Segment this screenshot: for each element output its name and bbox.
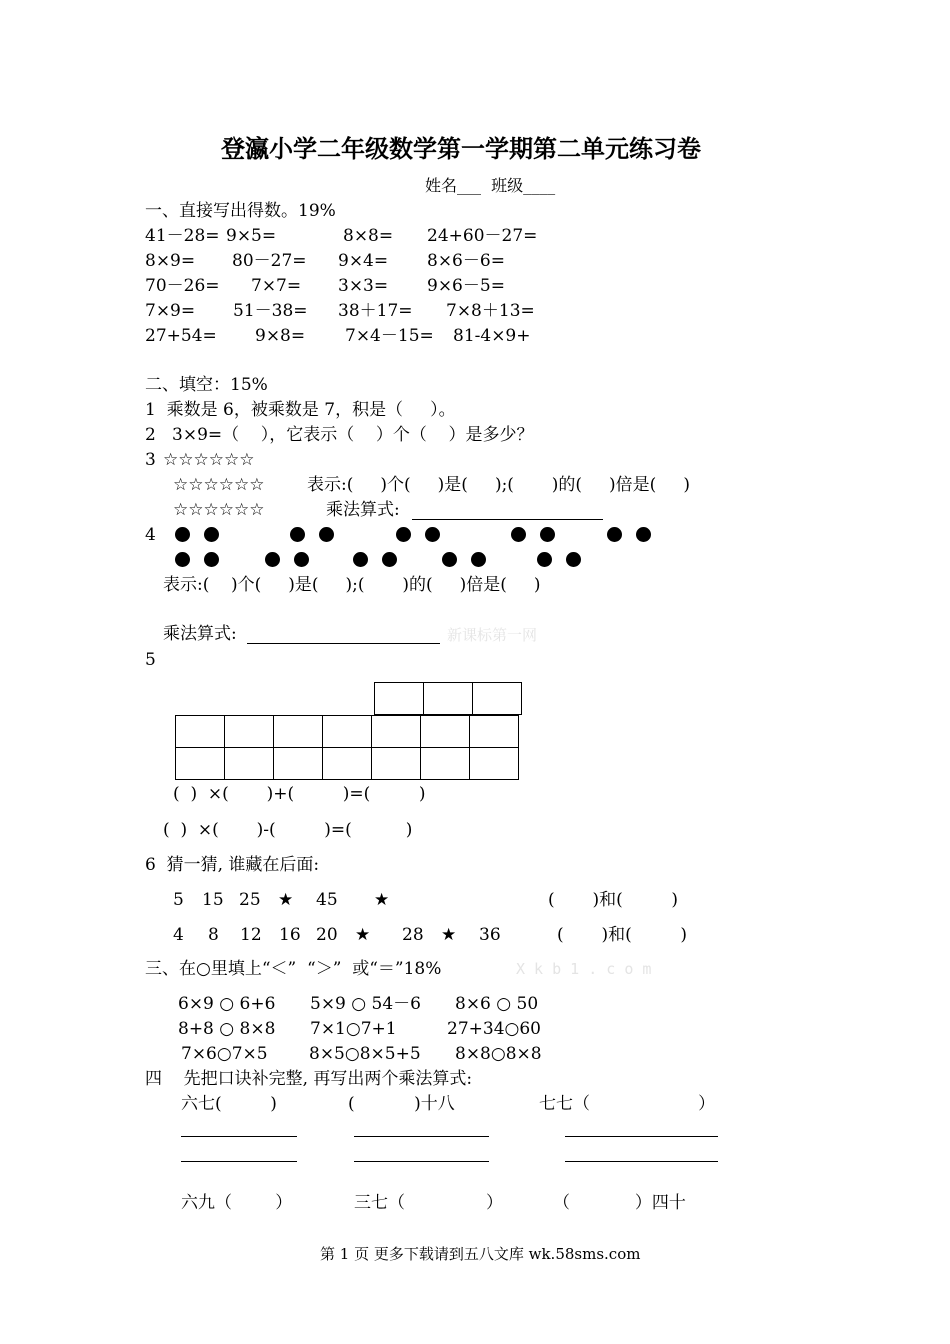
arithmetic-problem: 70－26= bbox=[145, 276, 220, 296]
arithmetic-problem: 41－28= bbox=[145, 226, 220, 246]
q3-answer-line[interactable] bbox=[412, 519, 603, 520]
hidden-star: ★ bbox=[355, 925, 371, 945]
sequence-number: 12 bbox=[240, 925, 262, 945]
dot bbox=[425, 527, 440, 542]
comparison-problem: 6×9 ○ 6+6 bbox=[178, 994, 276, 1014]
dot bbox=[353, 552, 368, 567]
page-title: 登瀛小学二年级数学第一学期第二单元练习卷 bbox=[221, 134, 701, 163]
dot bbox=[204, 552, 219, 567]
sequence-number: 15 bbox=[202, 890, 224, 910]
dot bbox=[442, 552, 457, 567]
dot bbox=[294, 552, 309, 567]
arithmetic-problem: 7×7= bbox=[251, 276, 302, 296]
q3-stars-row2: ☆☆☆☆☆☆ bbox=[173, 475, 265, 495]
q3-repr: 表示:( )个( )是( );( )的( )倍是( ) bbox=[307, 475, 690, 495]
sequence-number: 4 bbox=[173, 925, 184, 945]
dot bbox=[265, 552, 280, 567]
hidden-star: ★ bbox=[374, 890, 390, 910]
dot bbox=[382, 552, 397, 567]
q5-label: 5 bbox=[145, 650, 156, 670]
q4-repr: 表示:( )个( )是( );( )的( )倍是( ) bbox=[163, 575, 541, 595]
section2-heading: 二、填空：15% bbox=[145, 375, 268, 395]
q4-formula-label: 乘法算式: bbox=[163, 624, 237, 644]
sequence-number: 45 bbox=[316, 890, 338, 910]
q5-line1: ( ) ×( )+( )=( ) bbox=[173, 784, 426, 804]
q3-label: 3 bbox=[145, 450, 156, 470]
s4-item-2: ( )十八 bbox=[348, 1094, 455, 1114]
comparison-problem: 8×8○8×8 bbox=[455, 1044, 542, 1064]
page-footer: 第 1 页 更多下载请到五八文库 wk.58sms.com bbox=[320, 1245, 641, 1263]
dot bbox=[566, 552, 581, 567]
arithmetic-problem: 9×8= bbox=[255, 326, 306, 346]
sequence-number: 20 bbox=[316, 925, 338, 945]
arithmetic-problem: 8×8= bbox=[343, 226, 394, 246]
dot bbox=[396, 527, 411, 542]
q3-stars-row1: ☆☆☆☆☆☆ bbox=[163, 450, 255, 470]
comparison-problem: 8+8 ○ 8×8 bbox=[178, 1019, 276, 1039]
q4-answer-line[interactable] bbox=[247, 643, 440, 644]
dot bbox=[319, 527, 334, 542]
arithmetic-problem: 7×9= bbox=[145, 301, 196, 321]
s4-item-3: 七七（ ） bbox=[539, 1094, 716, 1114]
s4-answer-line[interactable] bbox=[181, 1161, 297, 1162]
q2: 2 3×9=（ ），它表示（ ）个（ ）是多少？ bbox=[145, 425, 534, 445]
q6-row2-blank: ( )和( ) bbox=[557, 925, 687, 945]
watermark-text: 新课标第一网 bbox=[447, 626, 538, 644]
s4-item-6: （ ）四十 bbox=[553, 1193, 686, 1213]
sequence-number: 28 bbox=[402, 925, 424, 945]
arithmetic-problem: 9×6－5= bbox=[427, 276, 505, 296]
dot bbox=[537, 552, 552, 567]
dot bbox=[471, 552, 486, 567]
arithmetic-problem: 8×9= bbox=[145, 251, 196, 271]
comparison-problem: 8×6 ○ 50 bbox=[455, 994, 539, 1014]
arithmetic-problem: 7×8＋13= bbox=[446, 301, 535, 321]
arithmetic-problem: 80－27= bbox=[232, 251, 307, 271]
dot bbox=[511, 527, 526, 542]
dot bbox=[290, 527, 305, 542]
sequence-number: 8 bbox=[208, 925, 219, 945]
section1-heading: 一、直接写出得数。19% bbox=[145, 201, 336, 221]
watermark-domain: X k b 1 . c o m bbox=[516, 960, 652, 978]
comparison-problem: 7×6○7×5 bbox=[181, 1044, 268, 1064]
arithmetic-problem: 8×6－6= bbox=[427, 251, 505, 271]
q4-label: 4 bbox=[145, 525, 156, 545]
q1: 1 乘数是 6，被乘数是 7，积是（ ）。 bbox=[145, 400, 456, 420]
dot bbox=[540, 527, 555, 542]
dot bbox=[636, 527, 651, 542]
q5-line2: ( ) ×( )-( )=( ) bbox=[163, 820, 413, 840]
student-info: 姓名___ 班级____ bbox=[425, 176, 556, 195]
arithmetic-problem: 51－38= bbox=[233, 301, 308, 321]
hidden-star: ★ bbox=[441, 925, 457, 945]
dot bbox=[175, 527, 190, 542]
dot bbox=[175, 552, 190, 567]
section4-heading: 四 先把口诀补完整, 再写出两个乘法算式: bbox=[145, 1069, 473, 1089]
s4-answer-line[interactable] bbox=[354, 1161, 489, 1162]
comparison-problem: 5×9 ○ 54－6 bbox=[310, 994, 421, 1014]
s4-answer-line[interactable] bbox=[181, 1136, 297, 1137]
sequence-number: 16 bbox=[279, 925, 301, 945]
s4-item-5: 三七（ ） bbox=[354, 1193, 504, 1213]
comparison-problem: 27+34○60 bbox=[447, 1019, 541, 1039]
s4-answer-line[interactable] bbox=[354, 1136, 489, 1137]
section3-heading: 三、在○里填上“＜” “＞” 或“＝”18% bbox=[145, 959, 442, 979]
arithmetic-problem: 7×4－15= bbox=[345, 326, 434, 346]
arithmetic-problem: 38＋17= bbox=[338, 301, 413, 321]
q6-label: 6 猜一猜, 谁藏在后面: bbox=[145, 855, 320, 875]
arithmetic-problem: 81-4×9+ bbox=[453, 326, 531, 346]
arithmetic-problem: 3×3= bbox=[338, 276, 389, 296]
q5-grid-bottom bbox=[175, 715, 519, 780]
q3-stars-row3: ☆☆☆☆☆☆ bbox=[173, 500, 265, 520]
arithmetic-problem: 9×4= bbox=[338, 251, 389, 271]
arithmetic-problem: 24+60－27= bbox=[427, 226, 538, 246]
q6-row1-blank: ( )和( ) bbox=[548, 890, 678, 910]
sequence-number: 5 bbox=[173, 890, 184, 910]
q3-formula-label: 乘法算式: bbox=[326, 500, 400, 520]
s4-answer-line[interactable] bbox=[565, 1161, 718, 1162]
sequence-number: 36 bbox=[479, 925, 501, 945]
s4-answer-line[interactable] bbox=[565, 1136, 718, 1137]
sequence-number: 25 bbox=[239, 890, 261, 910]
hidden-star: ★ bbox=[278, 890, 294, 910]
s4-item-1: 六七( ) bbox=[181, 1094, 277, 1114]
dot bbox=[204, 527, 219, 542]
q5-grid-top bbox=[374, 682, 522, 715]
dot bbox=[607, 527, 622, 542]
comparison-problem: 7×1○7+1 bbox=[310, 1019, 397, 1039]
arithmetic-problem: 9×5= bbox=[226, 226, 277, 246]
s4-item-4: 六九（ ） bbox=[181, 1193, 293, 1213]
arithmetic-problem: 27+54= bbox=[145, 326, 217, 346]
comparison-problem: 8×5○8×5+5 bbox=[309, 1044, 421, 1064]
